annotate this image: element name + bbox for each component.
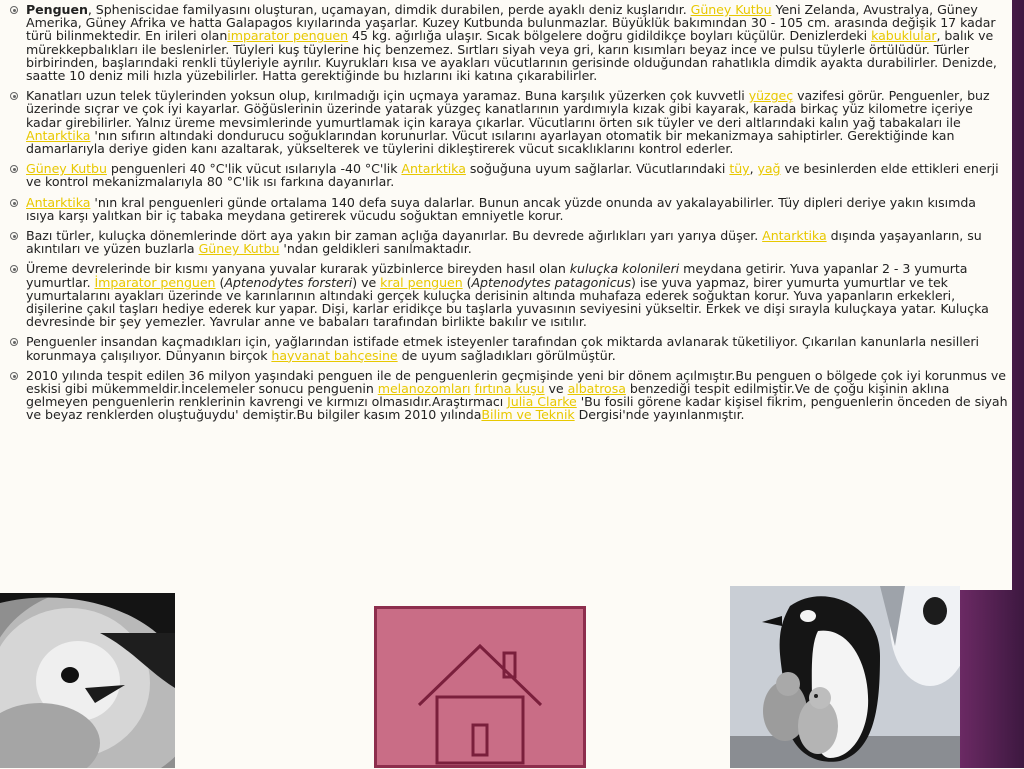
text-segment: meydana getirir. Yuva yapanlar 2 - 3 yumurta yumurtlar.: [26, 261, 968, 290]
inline-link[interactable]: Güney Kutbu: [26, 161, 107, 177]
bold-term: Penguen: [26, 2, 88, 17]
text-segment: de uyum sağladıkları görülmüştür.: [397, 347, 616, 363]
bullet-list: [26, 3, 1008, 422]
text-segment: 45 kg. ağırlığa ulaşır. Sıcak bölgelere doğru gidildikçe boyları küçülür. Denizlerdeki: [348, 28, 872, 44]
penguin-chick-image: [0, 593, 175, 768]
text-segment: (: [215, 274, 225, 290]
text-segment: vazifesi görür. Penguenler, buz üzerinde sıçrar ve çok iyi kayarlar. Göğüslerinin üzerinde yatarak yüzgeç kanatlarının yardımıyla kızak gibi kayarak, karada birkaç yüz kilometre içeriye kadar girebilirler. Yalnız üreme mevsimlerinde yumurtlamak için karaya çıkarlar. Vücutlarını örten sık tüyler ve deri altlarındaki kalın yağ tabakaları ile: [26, 88, 990, 130]
text-segment: dışında yaşayanların, su akıntıları ve yüzen buzlarla: [26, 228, 982, 257]
inline-link[interactable]: kral penguen: [380, 274, 463, 290]
text-segment: Penguenler insandan kaçmadıkları için, yağlarından istifade etmek isteyenler tarafından çok miktarda avlanarak tüketiliyor. Çıkarılan kanunlarla nesilleri korunmaya çalışılıyor. Dünyanın birçok: [26, 334, 979, 363]
text-segment: Kanatları uzun telek tüylerinden yoksun olup, kırılmadığı için uçmaya yaramaz. Buna karşılık yüzerken çok kuvvetli: [26, 88, 749, 104]
inline-link[interactable]: yağ: [757, 161, 781, 177]
text-segment: 'ndan geldikleri sanılmaktadır.: [279, 241, 472, 257]
list-item: [26, 335, 1008, 361]
inline-link[interactable]: Güney Kutbu: [690, 2, 772, 17]
inline-link[interactable]: Antarktika: [762, 228, 827, 244]
text-segment: 'nın kral penguenleri günde ortalama 140 defa suya dalarlar. Bunun ancak yüzde onunda av yakalayabilirler. Tüy dipleri deriye yakın kısımda ısıya karşı yalıtkan bir iç tabaka meydana getirerek vücudu soğuktan emniyetle korur.: [26, 194, 976, 223]
text-segment: , balık ve mürekkepbalıkları ile beslenirler. Tüyleri kuş tüylerine hiç benzemez. Sırtları siyah veya gri, karın kısımları beyaz ince ve pulsu tüylerle örtülüdür. Türler birbirinden, başlarındaki renkli tüyleriyle ayrılır. Kuyrukları kısa ve ayakları vücutlarının gerisinde olduğundan rahatlıkla dimdik ayakta durabilirler. Denizde, saatte 10 deniz mili hızla yüzebilirler. Hatta gerektiğinde bu hızlarını iki katına çıkarabilirler.: [26, 28, 997, 84]
text-segment: 2010 yılında tespit edilen 36 milyon yaşındaki penguen ile de penguenlerin geçmişinde yeni bir dönem açılmıştır.Bu penguen o bölgede çok iyi korunmus ve eskisi gibi mükemmeldir.İncelemeler sonucu penguenin: [26, 367, 1006, 397]
text-segment: Dergisi'nde yayınlanmıştır.: [574, 407, 745, 423]
italic-term: kuluçka kolonileri: [569, 261, 680, 277]
inline-link[interactable]: yüzgeç: [748, 88, 794, 104]
inline-link[interactable]: tüy: [729, 161, 750, 177]
list-item: [26, 196, 1008, 222]
text-segment: Üreme devrelerinde bir kısmı yanyana yuvalar kurarak yüzbinlerce bireyden hasıl olan: [26, 261, 570, 277]
inline-link[interactable]: Antarktika: [26, 127, 91, 143]
penguin-family-image: [730, 586, 960, 768]
inline-link[interactable]: kabuklular: [871, 28, 937, 44]
text-segment: ,: [749, 161, 758, 177]
home-button[interactable]: [374, 606, 586, 768]
text-segment: ) ve: [352, 274, 381, 290]
inline-link[interactable]: Güney Kutbu: [198, 241, 280, 257]
list-item: [26, 162, 1008, 188]
list-item: [26, 89, 1008, 155]
house-icon: [377, 609, 583, 765]
inline-link[interactable]: melanozomları: [377, 381, 471, 397]
text-segment: (: [462, 274, 472, 290]
inline-link[interactable]: Julia Clarke: [507, 394, 577, 410]
text-segment: Bazı türler, kuluçka dönemlerinde dört aya yakın bir zaman açlığa dayanırlar. Bu devrede ağırlıkları yarı yarıya düşer.: [26, 228, 763, 244]
inline-link[interactable]: fırtına kuşu: [474, 381, 545, 397]
text-segment: ve besinlerden elde ettikleri enerji ve kontrol mekanizmalarıyla 80 °C'lik ısı farkına dayanırlar.: [26, 161, 999, 190]
inline-link[interactable]: albatrosa: [567, 381, 626, 397]
italic-term: Aptenodytes forsteri: [224, 274, 353, 290]
text-segment: soğuğuna uyum sağlarlar. Vücutlarındaki: [465, 161, 730, 177]
text-segment: 'Bu fosili görene kadar kişisel fikrim, penguenlerin önceden de siyah ve beyaz renklerden oluştuğuydu' demiştir.Bu bilgiler kasım 2010 yılında: [26, 394, 1008, 423]
inline-link[interactable]: İmparator penguen: [94, 274, 216, 290]
text-segment: 'nın sıfırın altındaki dondurucu soğuklarından korunurlar. Vücut ısılarını ayarlayan otomatik bir mekanizmaya sahiptirler. Gerektiğinde kan damarlarıyla deriye giden kanı azaltarak, yükselterek ve tüylerini dikleştirerek vücut sıcaklıklarını kontrol ederler.: [26, 127, 955, 157]
inline-link[interactable]: Antarktika: [26, 194, 91, 210]
penguin-family-illustration: [730, 586, 960, 768]
text-segment: , Spheniscidae familyasını oluşturan, uçamayan, dimdik durabilen, perde ayaklı deniz kuşlarıdır.: [87, 2, 691, 17]
text-segment: ve: [544, 381, 568, 397]
inline-link[interactable]: imparator penguen: [227, 28, 349, 44]
list-item: [26, 369, 1008, 422]
text-segment: Yeni Zelanda, Avustralya, Güney Amerika, Güney Afrika ve hatta Galapagos kıyılarında yaşarlar. Kuzey Kutbunda bulunmazlar. Büyüklük bakımından 30 - 105 cm. arasında değişik 17 kadar türü bilinmektedir. En irileri olan: [26, 2, 996, 44]
italic-term: Aptenodytes patagonicus: [471, 274, 632, 290]
text-segment: penguenleri 40 °C'lik vücut ısılarıyla -40 °C'lik: [106, 161, 402, 177]
list-item: [26, 229, 1008, 255]
text-segment: ) ise yuva yapmaz, birer yumurta yumurtlar ve tek yumurtalarını ayakları üzerinde ve karınlarının altındaki gerçek kuluçka derisinin altında muhafaza ederek soğuktan korur. Yuva yapanların erkekleri, dişilerine çakıl taşları hediye ederek kur yapar. Dişi, karlar eridikçe bu taşlarla yuvasının seviyesini yükseltir. Erkek ve dişi sırayla kuluçkaya yatar. Kuluçka devresinde bir şey yemezler. Yavrular anne ve babaları tarafından birlikte bakılır ve ısıtılır.: [26, 274, 989, 330]
list-item: [26, 3, 1008, 82]
inline-link[interactable]: Antarktika: [401, 161, 466, 177]
inline-link[interactable]: Bilim ve Teknik: [481, 407, 575, 423]
text-segment: benzediği tespit edilmiştir.Ve de çoğu kişinin aklına gelmeyen penguenlerin renklerinin kavrengi ve kırmızı olmasıdır.Araştırmacı: [26, 381, 950, 410]
inline-link[interactable]: hayvanat bahçesine: [271, 347, 398, 363]
penguin-chick-illustration: [0, 593, 175, 768]
list-item: [26, 262, 1008, 328]
